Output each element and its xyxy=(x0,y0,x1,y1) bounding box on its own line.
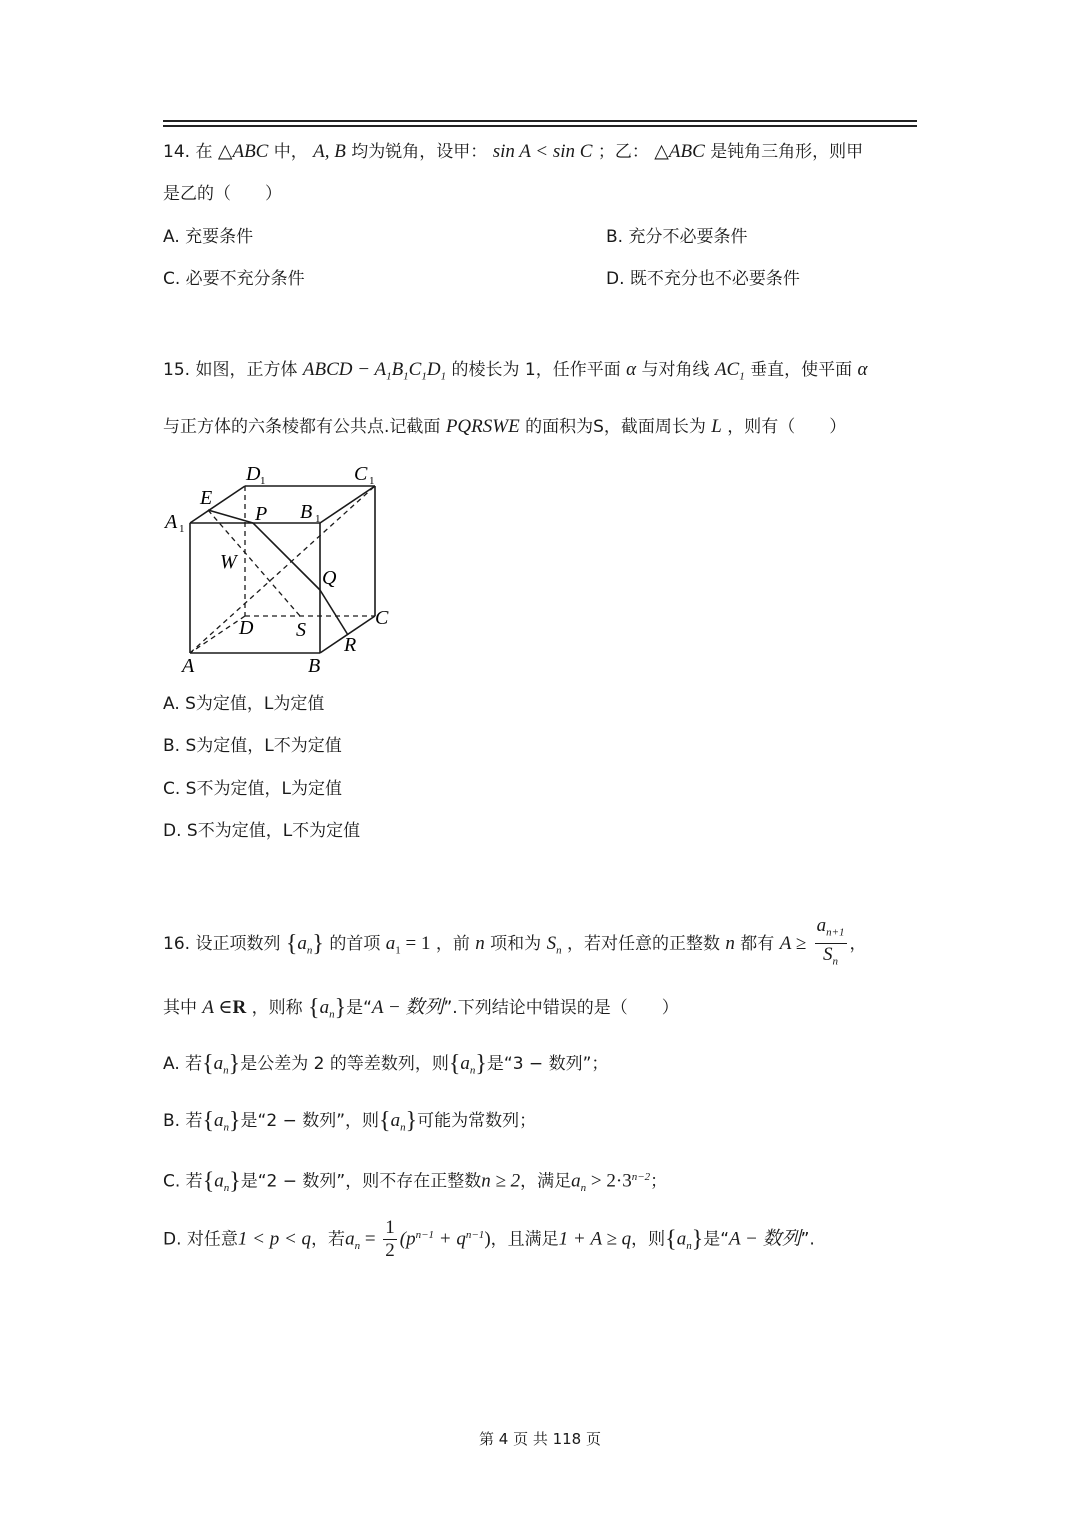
header-rule-bottom xyxy=(163,125,917,127)
q14-line1: 14. 在 △ABC 中， A, B 均为锐角，设甲： sin A < sin C ；乙： △ABC 是钝角三角形，则甲 xyxy=(163,141,864,162)
section-PQ xyxy=(253,523,320,590)
label-B: B xyxy=(308,655,321,677)
cube-diagram xyxy=(160,458,400,678)
q15-number: 15. xyxy=(163,360,191,380)
q16-line2: 其中 A ∈R ，则称 $\{a_n\}$是“A − 数列”.下列结论中错误的是（ ） xyxy=(163,995,679,1021)
q16-option-d: D. 对任意1 < p < q，若$a_n$ = $\frac{1}{2}$ $(p^{n-1} + q^{n-1})$，且满足1 + A ≥ q，则$\{a_n\}$是“A − 数列”. xyxy=(163,1217,815,1262)
label-R: R xyxy=(344,634,357,656)
q16-number: 16. xyxy=(163,933,191,954)
label-D1: D xyxy=(246,463,261,485)
section-EP xyxy=(208,510,253,523)
q14-option-c: C. 必要不充分条件 xyxy=(163,269,305,289)
q15-option-b: B. S为定值，L不为定值 xyxy=(163,736,342,756)
svg-text:1: 1 xyxy=(260,475,266,487)
label-A1: A xyxy=(165,511,178,533)
edge-DA-hidden xyxy=(190,616,245,653)
q14-option-a: A. 充要条件 xyxy=(163,227,254,247)
edge-A1D1 xyxy=(190,486,245,523)
q15-line2: 与正方体的六条棱都有公共点.记截面 PQRSWE 的面积为S，截面周长为 L ，则有（ ） xyxy=(163,416,847,437)
svg-text:1: 1 xyxy=(179,523,185,535)
label-P: P xyxy=(255,503,268,525)
q15-line1: 15. 如图，正方体 ABCD − $A_1B_1C_1D_1$ 的棱长为 1，任作平面 α 与对角线 $AC_1$ 垂直，使平面 α xyxy=(163,359,868,383)
diagonal-AC1 xyxy=(190,486,375,653)
section-QR xyxy=(320,590,348,635)
edge-C1B1 xyxy=(320,486,375,523)
svg-text:1: 1 xyxy=(369,475,375,487)
q16-option-b: B. 若$\{a_n\}$是“2 − 数列”，则$\{a_n\}$可能为常数列； xyxy=(163,1108,537,1134)
q14-number: 14. xyxy=(163,142,191,162)
label-Q: Q xyxy=(322,567,337,589)
q14-option-d: D. 既不充分也不必要条件 xyxy=(606,269,800,289)
page-footer: 第 4 页 共 118 页 xyxy=(478,1430,601,1448)
label-E: E xyxy=(200,487,213,509)
q15-option-a: A. S为定值，L为定值 xyxy=(163,694,325,714)
q15-option-c: C. S不为定值，L为定值 xyxy=(163,779,342,799)
label-A: A xyxy=(182,655,195,677)
fraction-an1-over-sn: $\frac{a_{n+1}}{S_n}$ xyxy=(816,915,845,968)
label-C1: C xyxy=(354,463,368,485)
q16-line1: 16. 设正项数列 $\{a_n\}$ 的首项 $a_1 = 1$ ，前 n 项和为 $S_n$ ，若对任意的正整数 n 都有 A ≥ $\frac{a_{n+1}}{S_n}$ ， xyxy=(163,915,867,974)
label-W: W xyxy=(220,551,237,573)
q15-option-d: D. S不为定值，L不为定值 xyxy=(163,821,361,841)
header-rule-top xyxy=(163,120,917,122)
cube-figure xyxy=(160,458,400,682)
label-D: D xyxy=(239,617,254,639)
label-B1: B xyxy=(300,501,313,523)
fraction-one-half: $\frac{1}{2}$ xyxy=(385,1217,395,1262)
q14-line2: 是乙的（ ） xyxy=(163,184,282,204)
label-S: S xyxy=(296,619,306,641)
label-C: C xyxy=(375,607,389,629)
q16-option-a: A. 若$\{a_n\}$是公差为 2 的等差数列，则$\{a_n\}$是“3 − 数列”； xyxy=(163,1051,609,1077)
q14-option-b: B. 充分不必要条件 xyxy=(606,227,748,247)
svg-text:1: 1 xyxy=(315,513,321,525)
q16-option-c: C. 若$\{a_n\}$是“2 − 数列”，则不存在正整数n ≥ 2，满足$a_n > 2\cdot 3^{n-2}$； xyxy=(163,1168,668,1195)
